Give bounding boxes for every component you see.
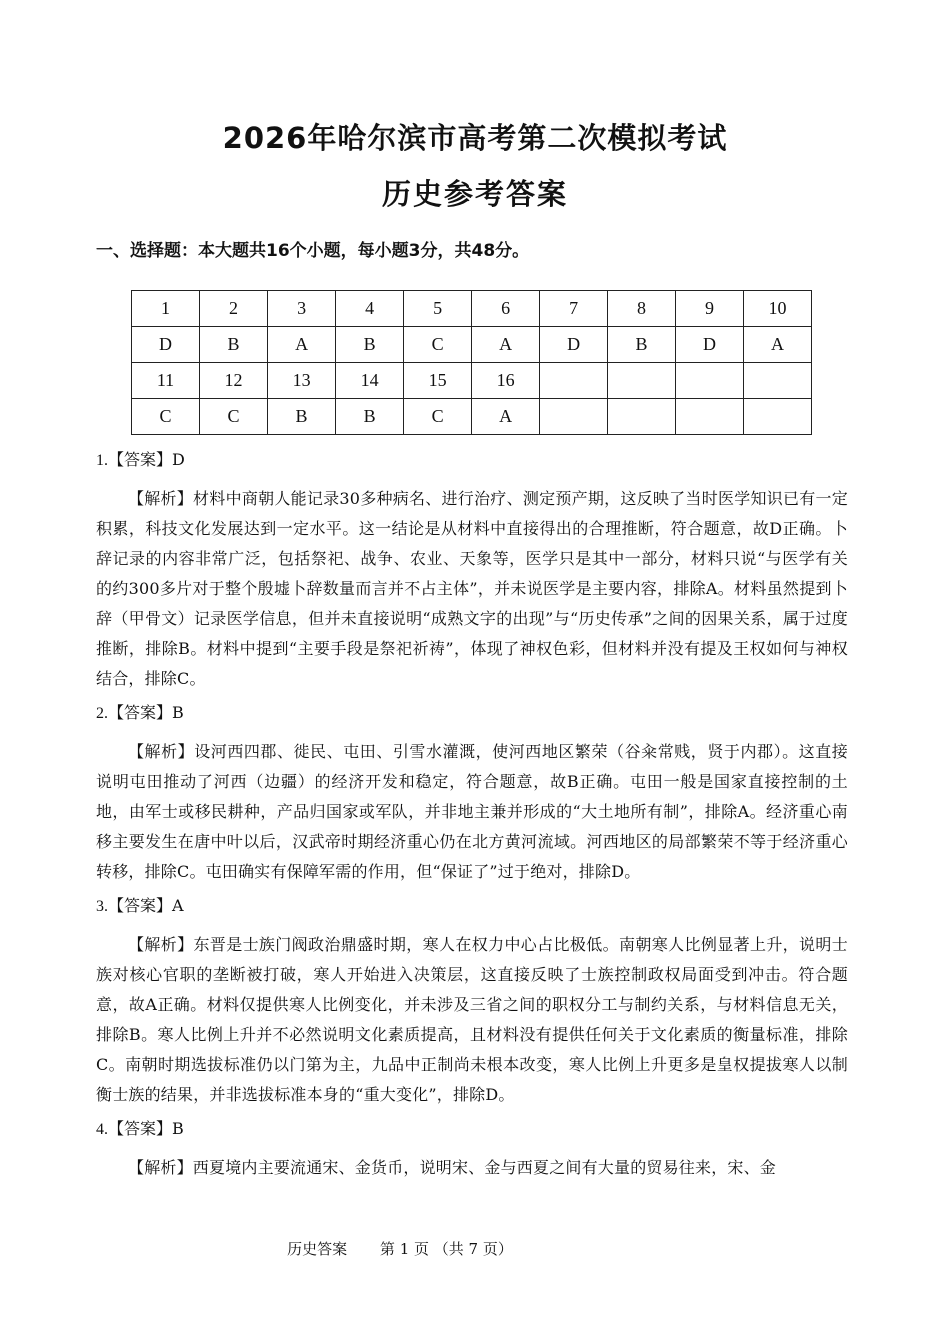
footer-subject: 历史答案: [287, 1240, 348, 1258]
table-cell: A: [743, 327, 811, 363]
table-cell: D: [540, 327, 608, 363]
section-heading: 一、选择题：本大题共16个小题，每小题3分，共48分。: [96, 241, 530, 261]
table-cell: [676, 363, 744, 399]
analysis-paragraph: 【解析】材料中商朝人能记录30多种病名、进行治疗、测定预产期，这反映了当时医学知识已有一定积累，科技文化发展达到一定水平。这一结论是从材料中直接得出的合理推断，符合题意，故D正确。卜辞记录的内容非常广泛，包括祭祀、战争、农业、天象等，医学只是其中一部分，材料只说“与医学有关的约300多片对于整个殷墟卜辞数量而言并不占主体”，并未说医学是主要内容，排除A。材料虽然提到卜辞（甲骨文）记录医学信息，但并未直接说明“成熟文字的出现”与“历史传承”之间的因果关系，属于过度推断，排除B。材料中提到“主要手段是祭祀祈祷”，体现了神权色彩，但材料并没有提及王权如何与神权结合，排除C。: [96, 489, 848, 688]
question-block: [96, 698, 848, 887]
table-cell: 1: [132, 291, 200, 327]
table-cell: 13: [268, 363, 336, 399]
document-title: 2026年哈尔滨市高考第二次模拟考试: [222, 121, 728, 155]
answer-label: 【答案】D: [108, 450, 185, 469]
table-cell: [540, 363, 608, 399]
table-cell: C: [404, 327, 472, 363]
table-row: [132, 291, 812, 327]
table-cell: B: [200, 327, 268, 363]
analysis-paragraph: 【解析】西夏境内主要流通宋、金货币，说明宋、金与西夏之间有大量的贸易往来，宋、金: [128, 1158, 777, 1177]
table-cell: 15: [404, 363, 472, 399]
table-cell: 3: [268, 291, 336, 327]
question-block: [96, 891, 848, 1110]
table-cell: 11: [132, 363, 200, 399]
question-answer-heading: [96, 891, 848, 922]
answer-explanations: [96, 445, 848, 1187]
table-cell: [608, 363, 676, 399]
table-row: [132, 327, 812, 363]
question-number: 3.: [96, 898, 108, 915]
table-cell: 6: [472, 291, 540, 327]
answer-label: 【答案】B: [108, 703, 184, 722]
page-number: 第 1 页 （共 7 页）: [379, 1240, 513, 1258]
table-cell: [676, 399, 744, 435]
table-cell: [608, 399, 676, 435]
table-cell: 9: [676, 291, 744, 327]
table-cell: B: [608, 327, 676, 363]
question-answer-heading: [96, 1114, 848, 1145]
question-answer-heading: [96, 698, 848, 729]
question-number: 2.: [96, 705, 108, 722]
table-cell: B: [268, 399, 336, 435]
table-cell: C: [404, 399, 472, 435]
table-cell: [743, 363, 811, 399]
table-cell: 4: [336, 291, 404, 327]
analysis-paragraph: 【解析】设河西四郡、徙民、屯田、引雪水灌溉，使河西地区繁荣（谷籴常贱，贤于内郡）。这直接说明屯田推动了河西（边疆）的经济开发和稳定，符合题意，故B正确。屯田一般是国家直接控制的土地，由军士或移民耕种，产品归国家或军队，并非地主兼并形成的“大土地所有制”，排除A。经济重心南移主要发生在唐中叶以后，汉武帝时期经济重心仍在北方黄河流域。河西地区的局部繁荣不等于经济重心转移，排除C。屯田确实有保障军需的作用，但“保证了”过于绝对，排除D。: [96, 742, 848, 881]
table-cell: 5: [404, 291, 472, 327]
table-cell: 10: [743, 291, 811, 327]
table-cell: B: [336, 327, 404, 363]
table-cell: 14: [336, 363, 404, 399]
table-cell: 16: [472, 363, 540, 399]
table-cell: 7: [540, 291, 608, 327]
table-cell: D: [676, 327, 744, 363]
question-block: [96, 1114, 848, 1183]
table-cell: [540, 399, 608, 435]
table-cell: A: [268, 327, 336, 363]
answer-label: 【答案】A: [108, 896, 184, 915]
table-cell: A: [472, 399, 540, 435]
analysis-paragraph: 【解析】东晋是士族门阀政治鼎盛时期，寒人在权力中心占比极低。南朝寒人比例显著上升，说明士族对核心官职的垄断被打破，寒人开始进入决策层，这直接反映了士族控制政权局面受到冲击。符合题意，故A正确。材料仅提供寒人比例变化，并未涉及三省之间的职权分工与制约关系，与材料信息无关，排除B。寒人比例上升并不必然说明文化素质提高，且材料没有提供任何关于文化素质的衡量标准，排除C。南朝时期选拔标准仍以门第为主，九品中正制尚未根本改变，寒人比例上升更多是皇权提拔寒人以制衡士族的结果，并非选拔标准本身的“重大变化”，排除D。: [96, 935, 848, 1104]
document-subtitle: 历史参考答案: [381, 177, 568, 211]
table-cell: C: [132, 399, 200, 435]
table-cell: 2: [200, 291, 268, 327]
table-cell: A: [472, 327, 540, 363]
question-number: 1.: [96, 452, 108, 469]
question-number: 4.: [96, 1121, 108, 1138]
answer-label: 【答案】B: [108, 1119, 184, 1138]
table-row: [132, 363, 812, 399]
question-answer-heading: [96, 445, 848, 476]
question-block: [96, 445, 848, 694]
table-cell: B: [336, 399, 404, 435]
table-cell: 8: [608, 291, 676, 327]
answer-table: [131, 290, 812, 435]
table-cell: D: [132, 327, 200, 363]
table-cell: 12: [200, 363, 268, 399]
page-footer: [0, 1238, 800, 1259]
table-cell: [743, 399, 811, 435]
table-row: [132, 399, 812, 435]
table-cell: C: [200, 399, 268, 435]
